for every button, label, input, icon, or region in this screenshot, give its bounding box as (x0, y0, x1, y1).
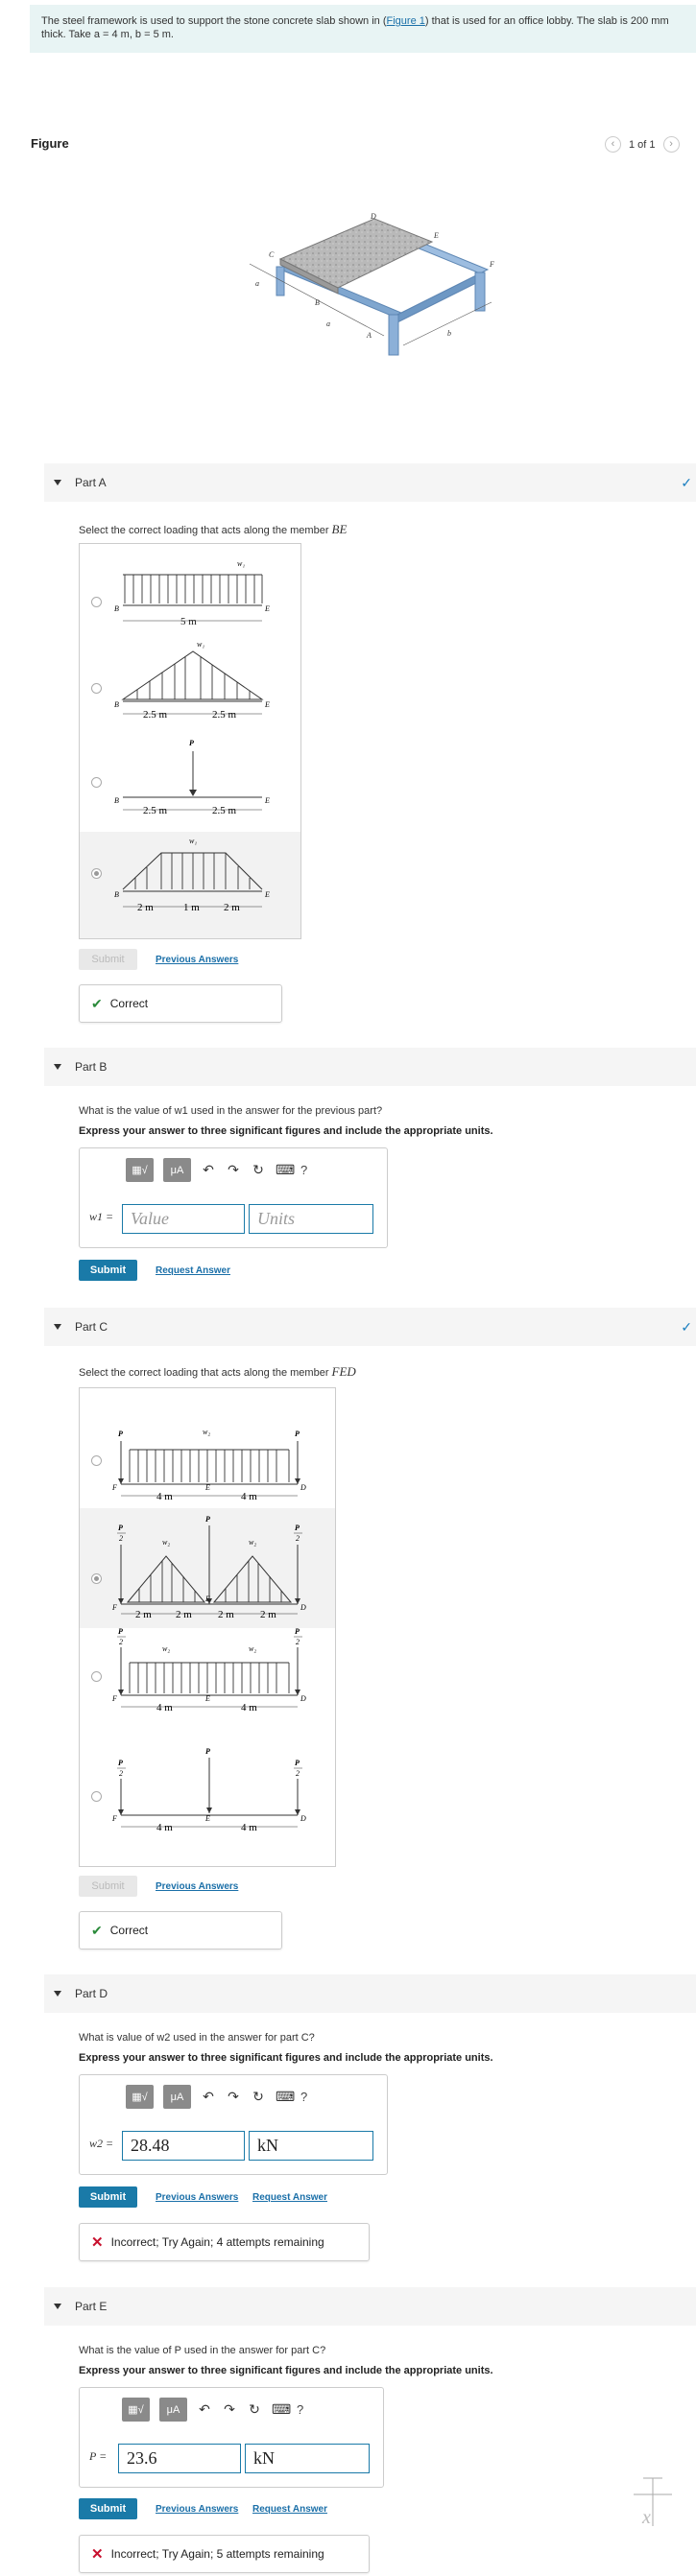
svg-text:P: P (189, 739, 194, 747)
part-e-question: What is the value of P used in the answer for part C? (79, 2345, 326, 2356)
svg-text:B: B (114, 796, 119, 805)
part-d-question: What is value of w2 used in the answer for part C? (79, 2032, 315, 2044)
svg-text:2: 2 (296, 1638, 300, 1646)
part-d-header[interactable] (44, 1974, 696, 2013)
member-name: FED (331, 1364, 356, 1379)
pager-text: 1 of 1 (629, 138, 656, 151)
part-c-choice-4[interactable] (80, 1748, 335, 1868)
load-label: w₁ (237, 559, 246, 568)
frame-figure (230, 211, 499, 365)
svg-text:E: E (205, 1483, 210, 1492)
svg-text:2: 2 (296, 1769, 300, 1778)
svg-text:4 m: 4 m (156, 1702, 173, 1713)
label-C: C (269, 250, 275, 259)
units-input[interactable]: kN (245, 2444, 370, 2473)
chevron-left-icon[interactable]: ‹ (605, 136, 621, 153)
label-D: D (371, 212, 376, 221)
svg-text:B: B (114, 700, 119, 709)
part-a-title: Part A (75, 476, 107, 489)
svg-text:2: 2 (119, 1769, 123, 1778)
figure-link[interactable]: Figure 1 (386, 15, 425, 27)
svg-text:2: 2 (296, 1534, 300, 1543)
keyboard-icon[interactable]: ⌨ (272, 2401, 292, 2417)
svg-text:w₂: w₂ (249, 1538, 257, 1547)
svg-text:2 m: 2 m (224, 902, 240, 913)
caret-down-icon (54, 480, 61, 485)
caret-down-icon (54, 1064, 61, 1070)
part-a-submit-button[interactable]: Submit (79, 949, 137, 970)
loading-diagram (80, 544, 302, 635)
svg-text:P: P (205, 1748, 210, 1756)
reset-icon[interactable]: ↻ (249, 2401, 260, 2417)
part-d-answer-box (79, 2074, 388, 2175)
value-input[interactable]: 28.48 (122, 2131, 245, 2161)
reset-icon[interactable]: ↻ (252, 1162, 264, 1177)
svg-text:P: P (295, 1430, 300, 1438)
part-d-feedback: ✕ Incorrect; Try Again; 4 attempts remaining (79, 2223, 370, 2261)
svg-text:F: F (112, 1694, 117, 1703)
svg-text:2 m: 2 m (176, 1609, 192, 1620)
part-a-choice-1[interactable] (80, 544, 300, 635)
part-b-request-answer-link[interactable]: Request Answer (156, 1265, 230, 1276)
check-icon: ✔ (91, 995, 103, 1011)
problem-statement (30, 5, 696, 53)
svg-text:D: D (300, 1814, 306, 1823)
part-a-choice-2[interactable] (80, 635, 300, 736)
units-button[interactable]: μA (163, 2085, 191, 2109)
svg-text:D: D (300, 1483, 306, 1492)
svg-text:P: P (118, 1628, 123, 1636)
part-d-instruction: Express your answer to three significant figures and include the appropriate units. (79, 2052, 493, 2064)
part-d-request-answer-link[interactable]: Request Answer (252, 2192, 327, 2203)
svg-text:E: E (205, 1814, 210, 1823)
member-name: BE (331, 522, 348, 536)
svg-text:E: E (205, 1694, 210, 1703)
svg-text:w₁: w₁ (189, 837, 198, 845)
svg-text:4 m: 4 m (156, 1822, 173, 1833)
svg-text:E: E (205, 1595, 210, 1603)
math-toolbar (126, 1158, 307, 1182)
label-F: F (490, 260, 494, 269)
svg-text:B: B (114, 890, 119, 899)
dim-label: 5 m (180, 616, 197, 627)
part-c-choices (79, 1387, 336, 1867)
svg-text:w₁: w₁ (197, 640, 205, 649)
x-icon: ✕ (91, 2546, 104, 2563)
part-a-feedback: ✔ Correct (79, 984, 282, 1023)
check-icon: ✓ (681, 475, 692, 490)
redo-icon[interactable]: ↷ (228, 2089, 239, 2104)
label-b: b (447, 329, 451, 338)
part-c-feedback: ✔ Correct (79, 1911, 282, 1950)
svg-text:F: F (112, 1603, 117, 1612)
svg-text:E: E (265, 700, 270, 709)
units-input[interactable]: kN (249, 2131, 373, 2161)
svg-text:x: x (642, 2507, 651, 2528)
figure-pager (605, 136, 680, 153)
svg-text:2: 2 (119, 1534, 123, 1543)
units-input[interactable]: Units (249, 1204, 373, 1234)
loading-diagram (80, 1628, 337, 1748)
caret-down-icon (54, 1324, 61, 1330)
svg-text:w₂: w₂ (162, 1538, 171, 1547)
part-c-choice-2[interactable] (80, 1508, 335, 1628)
svg-text:F: F (112, 1483, 117, 1492)
variable-label: w2 = (89, 2137, 114, 2150)
end-label-B: B (114, 604, 119, 613)
part-b-submit-button[interactable]: Submit (79, 1260, 137, 1281)
label-a1: a (255, 279, 259, 288)
part-e-feedback: ✕ Incorrect; Try Again; 5 attempts remaining (79, 2535, 370, 2573)
text-cursor-icon (629, 2473, 677, 2531)
part-c-choice-3[interactable] (80, 1628, 335, 1748)
part-d-title: Part D (75, 1987, 108, 2000)
part-d-previous-answers-link[interactable]: Previous Answers (156, 2192, 239, 2203)
part-b-title: Part B (75, 1060, 108, 1074)
part-b-instruction: Express your answer to three significant figures and include the appropriate units. (79, 1125, 493, 1137)
figure-title: Figure (31, 136, 69, 151)
part-a-choices (79, 543, 301, 939)
part-a-choice-3[interactable] (80, 736, 300, 832)
variable-label: w1 = (89, 1210, 114, 1223)
part-b-answer-box (79, 1147, 388, 1248)
reset-icon[interactable]: ↻ (252, 2089, 264, 2104)
part-c-submit-button[interactable]: Submit (79, 1876, 137, 1897)
loading-diagram (80, 635, 302, 736)
part-c-header[interactable] (44, 1308, 696, 1346)
part-c-previous-answers-link[interactable]: Previous Answers (156, 1881, 239, 1892)
help-icon[interactable]: ? (300, 1163, 308, 1177)
undo-icon[interactable]: ↶ (203, 1162, 214, 1177)
help-icon[interactable]: ? (297, 2402, 304, 2417)
part-d-submit-button[interactable]: Submit (79, 2186, 137, 2208)
template-button[interactable]: ▦√ (126, 1158, 154, 1182)
template-button[interactable]: ▦√ (126, 2085, 154, 2109)
svg-text:P: P (205, 1515, 210, 1524)
template-button[interactable]: ▦√ (122, 2398, 150, 2422)
part-e-submit-button[interactable]: Submit (79, 2498, 137, 2519)
units-button[interactable]: μA (163, 1158, 191, 1182)
svg-text:E: E (265, 796, 270, 805)
part-c-choice-1[interactable] (80, 1388, 335, 1508)
math-toolbar (126, 2085, 307, 2109)
part-e-title: Part E (75, 2300, 108, 2313)
loading-diagram (80, 1388, 337, 1508)
svg-text:P: P (295, 1628, 300, 1636)
part-e-header[interactable] (44, 2287, 696, 2326)
part-a-header[interactable] (44, 463, 696, 502)
part-c-question: Select the correct loading that acts along the member FED (79, 1364, 356, 1379)
loading-diagram (80, 1748, 337, 1868)
part-e-instruction: Express your answer to three significant figures and include the appropriate units. (79, 2365, 493, 2376)
svg-text:D: D (300, 1603, 306, 1612)
loading-diagram (80, 736, 302, 832)
part-a-previous-answers-link[interactable]: Previous Answers (156, 955, 239, 965)
math-toolbar (122, 2398, 303, 2422)
label-B: B (315, 298, 320, 307)
caret-down-icon (54, 1991, 61, 1997)
value-input[interactable]: Value (122, 1204, 245, 1234)
part-b-header[interactable] (44, 1048, 696, 1086)
loading-diagram (80, 1508, 337, 1628)
svg-text:P: P (118, 1524, 123, 1532)
keyboard-icon[interactable]: ⌨ (276, 2089, 296, 2104)
part-a-choice-4[interactable] (80, 832, 300, 938)
problem-text: The steel framework is used to support the stone concrete slab shown in ( (41, 15, 387, 27)
svg-text:D: D (300, 1694, 306, 1703)
svg-text:w₂: w₂ (162, 1644, 171, 1653)
svg-text:2: 2 (119, 1638, 123, 1646)
svg-text:2 m: 2 m (137, 902, 154, 913)
svg-text:P: P (295, 1524, 300, 1532)
variable-label: P = (89, 2449, 108, 2463)
part-c-title: Part C (75, 1320, 108, 1334)
label-a2: a (326, 319, 330, 328)
value-input[interactable]: 23.6 (118, 2444, 241, 2473)
keyboard-icon[interactable]: ⌨ (276, 1162, 296, 1177)
redo-icon[interactable]: ↷ (224, 2401, 235, 2417)
svg-text:F: F (112, 1814, 117, 1823)
svg-text:2 m: 2 m (218, 1609, 234, 1620)
svg-text:w₂: w₂ (203, 1428, 211, 1436)
svg-text:4 m: 4 m (241, 1491, 257, 1502)
svg-text:P: P (118, 1430, 123, 1438)
svg-text:2 m: 2 m (260, 1609, 276, 1620)
svg-text:2.5 m: 2.5 m (143, 709, 168, 721)
svg-text:4 m: 4 m (156, 1491, 173, 1502)
label-E: E (434, 231, 439, 240)
check-icon: ✓ (681, 1319, 692, 1335)
svg-text:E: E (265, 890, 270, 899)
x-icon: ✕ (91, 2234, 104, 2251)
label-A: A (367, 331, 372, 340)
part-b-question: What is the value of w1 used in the answer for the previous part? (79, 1105, 383, 1117)
svg-text:2 m: 2 m (135, 1609, 152, 1620)
part-e-previous-answers-link[interactable]: Previous Answers (156, 2504, 239, 2515)
loading-diagram (80, 832, 302, 938)
svg-text:2.5 m: 2.5 m (212, 709, 237, 721)
undo-icon[interactable]: ↶ (199, 2401, 210, 2417)
problem-text-2: ) that is used for an office lobby. The slab is 200 mm thick. Take a = 4 m, b = 5 m. (41, 15, 669, 40)
units-button[interactable]: μA (159, 2398, 187, 2422)
svg-text:1 m: 1 m (183, 902, 200, 913)
svg-text:2.5 m: 2.5 m (212, 805, 237, 816)
redo-icon[interactable]: ↷ (228, 1162, 239, 1177)
end-label-E: E (265, 604, 270, 613)
svg-text:4 m: 4 m (241, 1702, 257, 1713)
help-icon[interactable]: ? (300, 2090, 308, 2104)
part-e-request-answer-link[interactable]: Request Answer (252, 2504, 327, 2515)
check-icon: ✔ (91, 1922, 103, 1938)
svg-text:4 m: 4 m (241, 1822, 257, 1833)
part-a-question: Select the correct loading that acts along the member BE (79, 522, 348, 536)
svg-text:2.5 m: 2.5 m (143, 805, 168, 816)
svg-text:P: P (118, 1759, 123, 1767)
svg-text:w₂: w₂ (249, 1644, 257, 1653)
undo-icon[interactable]: ↶ (203, 2089, 214, 2104)
chevron-right-icon[interactable]: › (663, 136, 680, 153)
svg-text:P: P (295, 1759, 300, 1767)
part-e-answer-box (79, 2387, 384, 2488)
caret-down-icon (54, 2304, 61, 2309)
